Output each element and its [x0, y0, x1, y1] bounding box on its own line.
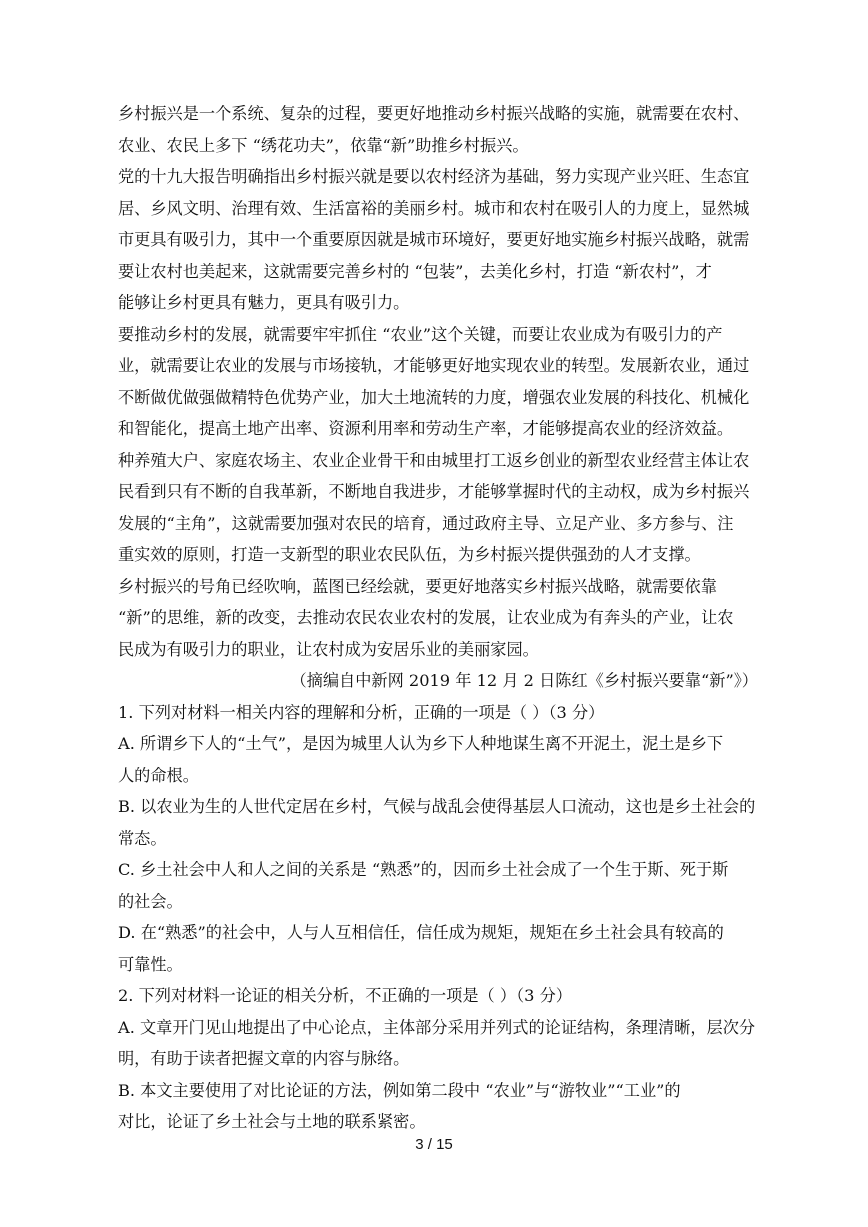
question-1-option-c-cont: 的社会。: [118, 891, 183, 911]
paragraph-line: 居、乡风文明、治理有效、生活富裕的美丽乡村。城市和农村在吸引人的力度上，显然城: [118, 198, 750, 218]
question-1-stem: 1. 下列对材料一相关内容的理解和分析，正确的一项是（ ）（3 分）: [118, 702, 605, 722]
question-2-option-a-cont: 明，有助于读者把握文章的内容与脉络。: [118, 1049, 410, 1068]
paragraph-line: 党的十九大报告明确指出乡村振兴就是要以农村经济为基础，努力实现产业兴旺、生态宜: [118, 167, 750, 186]
paragraph-line: 市更具有吸引力，其中一个重要原因就是城市环境好，要更好地实施乡村振兴战略，就需: [118, 230, 750, 249]
paragraph-line: 乡村振兴的号角已经吹响，蓝图已经绘就，要更好地落实乡村振兴战略，就需要依靠: [118, 576, 717, 596]
paragraph-line: 业，就需要让农业的发展与市场接轨，才能够更好地实现农业的转型。发展新农业，通过: [118, 356, 750, 375]
question-1-option-d: D. 在“熟悉”的社会中，人与人互相信任，信任成为规矩，规矩在乡土社会具有较高的: [118, 923, 724, 942]
question-1-option-d-cont: 可靠性。: [118, 954, 183, 974]
paragraph-line: 农业、农民上多下 “绣花功夫”，依靠“新”助推乡村振兴。: [118, 135, 529, 155]
question-1-option-c: C. 乡土社会中人和人之间的关系是 “熟悉”的，因而乡土社会成了一个生于斯、死于斯: [118, 860, 729, 879]
page-number: 3 / 15: [415, 1136, 453, 1153]
paragraph-line: 民看到只有不断的自我革新，不断地自我进步，才能够掌握时代的主动权，成为乡村振兴: [118, 482, 750, 501]
document-body: [118, 98, 758, 1138]
paragraph-line: 种养殖大户、家庭农场主、农业企业骨干和由城里打工返乡创业的新型农业经营主体让农: [118, 450, 750, 470]
paragraph-line: 重实效的原则，打造一支新型的职业农民队伍，为乡村振兴提供强劲的人才支撑。: [118, 545, 701, 564]
paragraph-line: 不断做优做强做精特色优势产业，加大土地流转的力度，增强农业发展的科技化、机械化: [118, 387, 750, 407]
paragraph-line: 要让农村也美起来，这就需要完善乡村的 “包装”，去美化乡村，打造 “新农村”，才: [118, 261, 712, 281]
question-2-option-a: A. 文章开门见山地提出了中心论点，主体部分采用并列式的论证结构，条理清晰，层次分: [118, 1017, 756, 1037]
question-1-option-b: B. 以农业为生的人世代定居在乡村，气候与战乱会使得基层人口流动，这也是乡土社会的: [118, 797, 756, 816]
question-2-stem: 2. 下列对材料一论证的相关分析，不正确的一项是（ ）（3 分）: [118, 986, 572, 1005]
paragraph-line: “新”的思维，新的改变，去推动农民农业农村的发展，让农业成为有奔头的产业，让农: [118, 608, 734, 627]
paragraph-line: 能够让乡村更具有魅力，更具有吸引力。: [118, 293, 410, 312]
paragraph-line: 民成为有吸引力的职业，让农村成为安居乐业的美丽家园。: [118, 639, 539, 659]
question-2-option-b: B. 本文主要使用了对比论证的方法，例如第二段中 “农业”与“游牧业”“工业”的: [118, 1080, 681, 1100]
question-1-option-b-cont: 常态。: [118, 828, 167, 848]
paragraph-line: 乡村振兴是一个系统、复杂的过程，要更好地推动乡村振兴战略的实施，就需要在农村、: [118, 104, 750, 123]
paragraph-line: 和智能化，提高土地产出率、资源利用率和劳动生产率，才能够提高农业的经济效益。: [118, 419, 734, 438]
paragraph-line: 发展的“主角”，这就需要加强对农民的培育，通过政府主导、立足产业、多方参与、注: [118, 513, 734, 533]
source-citation: （摘编自中新网 2019 年 12 月 2 日陈红《乡村振兴要靠“新”》）: [290, 671, 758, 690]
question-1-option-a: A. 所谓乡下人的“土气”，是因为城里人认为乡下人种地谋生离不开泥土，泥土是乡下: [118, 734, 724, 753]
question-1-option-a-cont: 人的命根。: [118, 765, 199, 785]
paragraph-line: 要推动乡村的发展，就需要牢牢抓住 “农业”这个关键，而要让农业成为有吸引力的产: [118, 324, 723, 344]
question-2-option-b-cont: 对比，论证了乡土社会与土地的联系紧密。: [118, 1112, 426, 1131]
